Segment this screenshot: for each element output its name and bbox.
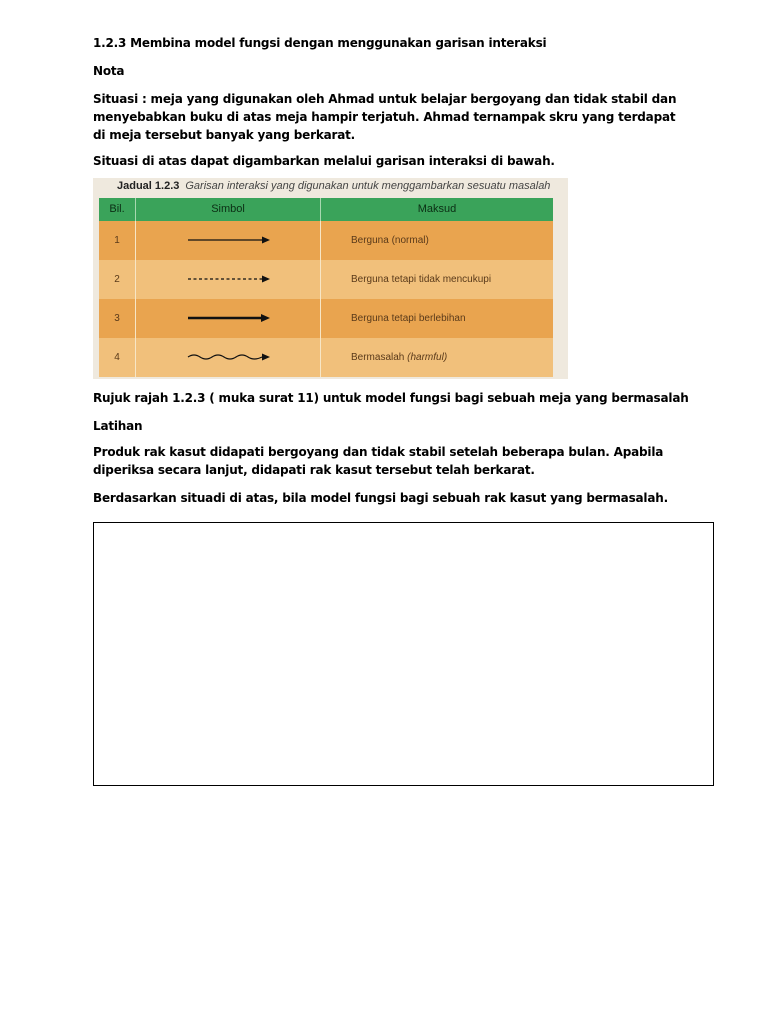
row-number: 4 (99, 338, 136, 377)
dashed-arrow-icon (186, 274, 270, 284)
berdasarkan-paragraph: Berdasarkan situadi di atas, bila model fungsi bagi sebuah rak kasut yang bermasalah. (93, 491, 668, 505)
table-row (99, 299, 553, 338)
situasi-paragraph: Situasi : meja yang digunakan oleh Ahmad untuk belajar bergoyang dan tidak stabil dan menyebabkan buku di atas meja hampir terjatuh. Ahmad ternampak skru yang terdapat di meja tersebut banyak yang berkarat. (93, 92, 677, 142)
wavy-arrow-icon (186, 352, 270, 362)
row-meaning-italic: (harmful) (407, 351, 448, 363)
header-maksud: Maksud (321, 198, 554, 221)
interaction-lines-figure (93, 178, 568, 379)
table-row (99, 260, 553, 299)
table-caption-text: Garisan interaksi yang digunakan untuk menggambarkan sesuatu masalah (185, 180, 551, 192)
row-meaning: Berguna (normal) (321, 221, 554, 260)
table-caption (117, 180, 550, 192)
row-number: 1 (99, 221, 136, 260)
table-header-row (99, 198, 553, 221)
thick-arrow-icon (186, 313, 270, 323)
solid-thin-arrow-icon (186, 235, 270, 245)
row-meaning: Berguna tetapi berlebihan (321, 299, 554, 338)
row-meaning: Berguna tetapi tidak mencukupi (321, 260, 554, 299)
header-bil: Bil. (99, 198, 136, 221)
table-row (99, 338, 553, 377)
row-meaning-text: Bermasalah (351, 351, 408, 363)
row-number: 2 (99, 260, 136, 299)
latihan-label: Latihan (93, 419, 143, 433)
section-heading: 1.2.3 Membina model fungsi dengan menggunakan garisan interaksi (93, 36, 547, 50)
produk-paragraph: Produk rak kasut didapati bergoyang dan tidak stabil setelah beberapa bulan. Apabila diperiksa secara lanjut, didapati rak kasut tersebut telah berkarat. (93, 445, 664, 477)
answer-box[interactable] (93, 522, 714, 786)
header-simbol: Simbol (136, 198, 321, 221)
table-row (99, 221, 553, 260)
nota-label: Nota (93, 64, 125, 78)
row-number: 3 (99, 299, 136, 338)
table-caption-number: Jadual 1.2.3 (117, 180, 180, 192)
rujuk-paragraph: Rujuk rajah 1.2.3 ( muka surat 11) untuk model fungsi bagi sebuah meja yang bermasalah (93, 391, 689, 405)
situasi-caption: Situasi di atas dapat digambarkan melalui garisan interaksi di bawah. (93, 154, 555, 168)
row-meaning (321, 338, 554, 377)
interaction-table (99, 198, 553, 377)
